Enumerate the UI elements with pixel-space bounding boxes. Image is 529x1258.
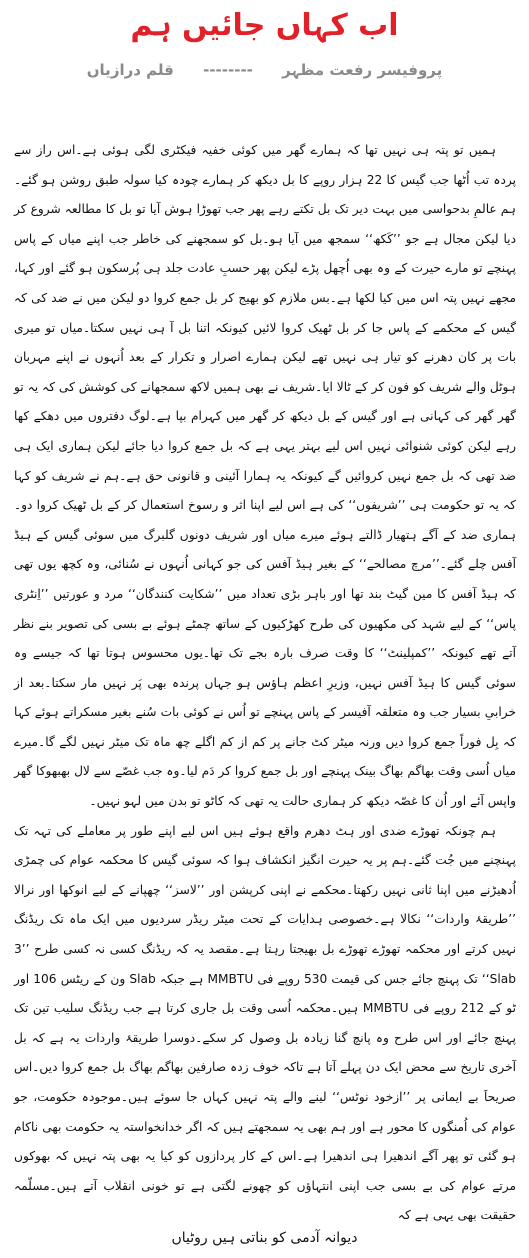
article-title: اب کہاں جائیں ہم [130, 8, 399, 43]
closing-verse: دیوانہ آدمی کو بناتی ہیں روٹیاں [171, 1230, 358, 1246]
article-paragraph-1: ہمیں تو پتہ ہی نہیں تھا کہ ہمارے گھر میں کوئی خفیہ فیکٹری لگی ہوئی ہے۔اس راز سے پردہ تب اُٹھا جب گیس کا 22 ہزار روپے کا بل دیکھ کر ہمارے چودہ کیا سولہ طبق روشن ہو گئے۔ہم عالمِ بدحواسی میں بہت دیر تک بل تکتے رہے پھر جب تھوڑا ہوش آیا تو بل کا مطالعہ شروع کر دیا لیکن مجال ہے جو ’’کَکھ‘‘ سمجھ میں آیا ہو۔بل کو سمجھنے کی خاطر جب اپنے میاں کے پاس پہنچے تو مارے حیرت کے وہ بھی اُچھل پڑے لیکن پھر حسبِ عادت جلد ہی پُرسکون ہو گئے اور کہا، مجھے نہیں پتہ اس میں کیا لکھا ہے۔بس ملازم کو بھیج کر بل جمع کروا دو لیکن میں نے ضد کی کہ گیس کے محکمے کے پاس جا کر بل ٹھیک کروا لائیں کیونکہ اتنا بل آ ہی نہیں سکتا۔میاں تو میری بات پر کان دھرنے کو تیار ہی نہیں تھے لیکن ہمارے اصرار و تکرار کے بعد اُنہوں نے اپنے مہربان ہوٹل والے شریف کو فون کر کے ٹالا ایا۔شریف نے بھی ہمیں لاکھ سمجھانے کی کوشش کی کہ یہ تو گھر گھر کی کہانی ہے اور گیس کے بل دیکھ کر گھر میں کہرام بپا ہے۔لوگ دفتروں میں دھکے کھا رہے لیکن کوئی شنوائی نہیں اس لیے بہتر یہی ہے کہ بل جمع کروا دیا جائے لیکن ہماری ایک ہی ضد تھی کہ بل جمع نہیں کروائیں گے کیونکہ یہ ہمارا آئینی و قانونی حق ہے۔ہم نے شریف کو کہا کہ یہ تو حکومت ہی ’’شریفوں‘‘ کی ہے اس لیے اپنا اثر و رسوخ استعمال کر کے بل ٹھیک کروا دو۔ہماری ضد کے آگے ہتھیار ڈالتے ہوئے میرے میاں اور شریف دونوں گلبرگ میں سوئی گیس کے ہیڈ آفس چلے گئے۔’’مرچ مصالحے‘‘ کے بغیر ہیڈ آفس کی جو کہانی اُنہوں نے سُنائی، وہ کچھ یوں تھی کہ ہیڈ آفس کا مین گیٹ بند تھا اور باہر بڑی تعداد میں ’’شکایت کنندگان‘‘ مرد و عورتیں ’’اِنٹری پاس‘‘ کے لیے شہد کی مکھیوں کی طرح کھڑکیوں کے ساتھ چمٹے ہوئے بے بسی کی تصویر بنے نظر آتے تھے کیونکہ ’’کمپلینٹ‘‘ کا وقت صرف بارہ بجے تک تھا۔یوں محسوس ہوتا تھا کہ جیسے وہ سوئی گیس کا ہیڈ آفس نہیں، وزیرِ اعظم ہاؤس ہو جہاں پرندہ بھی پَر نہیں مار سکتا۔بعد از خرابیِ بسیار جب وہ متعلقہ آفیسر کے پاس پہنچے تو اُس نے کوئی بات سُنے بغیر مسکراتے ہوئے کہا کہ بِل فوراً جمع کروا دیں ورنہ میٹر کٹ جانے پر کم از کم اگلے چھ ماہ تک میٹر نہیں لگے گا۔میرے میاں اُسی وقت بھاگم بھاگ بینک پہنچے اور بل جمع کروا کر دَم لیا۔وہ جب غصّے سے لال بھبھوکا گھر واپس آئے اور اُن کا غصّہ دیکھ کر ہماری حالت یہ تھی کہ کاٹو تو بدن میں لہو نہیں۔ [14, 143, 516, 809]
byline [0, 57, 529, 83]
author-name: پروفیسر رفعت مظہر [282, 61, 443, 79]
article-body [14, 136, 516, 1231]
article-paragraph-2: ہم چونکہ تھوڑے ضدی اور ہٹ دھرم واقع ہوئے ہیں اس لیے اپنے طور پر معاملے کی تہہ تک پہنچنے میں جُت گئے۔ہم پر یہ حیرت انگیز انکشاف ہوا کہ سوئی گیس کا محکمہ عوام کی چمڑی اُدھیڑنے میں اپنا ثانی نہیں رکھتا۔محکمے نے اپنی کرپشن اور ’’لاسز‘‘ چھپانے کے لیے انوکھا اور نرالا ’’طریقۂ واردات‘‘ نکالا ہے۔خصوصی ہدایات کے تحت میٹر ریڈر سردیوں میں ایک ماہ تک ریڈنگ نہیں کرتے اور محکمہ تھوڑے تھوڑے بل بھیجتا رہتا ہے۔مقصد یہ کہ ریڈنگ کسی نہ کسی طرح ’’3 Slab‘‘ تک پہنچ جائے جس کی قیمت 530 روپے فی MMBTU ہے جبکہ Slab ون کے ریٹس 106 اور ٹو کے 212 روپے فی MMBTU ہیں۔محکمہ اُسی وقت بل جاری کرتا ہے جب ریڈنگ سلیب تین تک پہنچ جائے اور اس طرح وہ پانچ گنا زیادہ بل وصول کر سکے۔دوسرا طریقۂ واردات یہ ہے کہ بل آخری تاریخ سے محض ایک دن پہلے آتا ہے تاکہ خوف زدہ صارفین بھاگم بھاگ بل جمع کروا دیں۔اس صریحاََ بے ایمانی پر ’’ازخود نوٹس‘‘ لینے والے پتہ نہیں کہاں جا سوئے ہیں۔موجودہ حکومت، جو عوام کی اُمنگوں کا محور ہے اور ہم بھی یہ سمجھتے ہیں کہ اگر خدانخواستہ یہ حکومت بھی ناکام ہو گئی تو پھر آگے اندھیرا ہی اندھیرا ہے۔اس کے کار پردازوں کو کیا یہ بھی پتہ نہیں کہ بھوکوں مرتے عوام کی بے بسی جب اپنی انتہاؤں کو چھونے لگتی ہے تو خونی انقلاب آتے ہیں۔مسلّمہ حقیقت بھی یہی ہے کہ [14, 823, 516, 1223]
column-name: قلم درازیاں [86, 61, 174, 79]
byline-separator: -------- [203, 61, 253, 79]
